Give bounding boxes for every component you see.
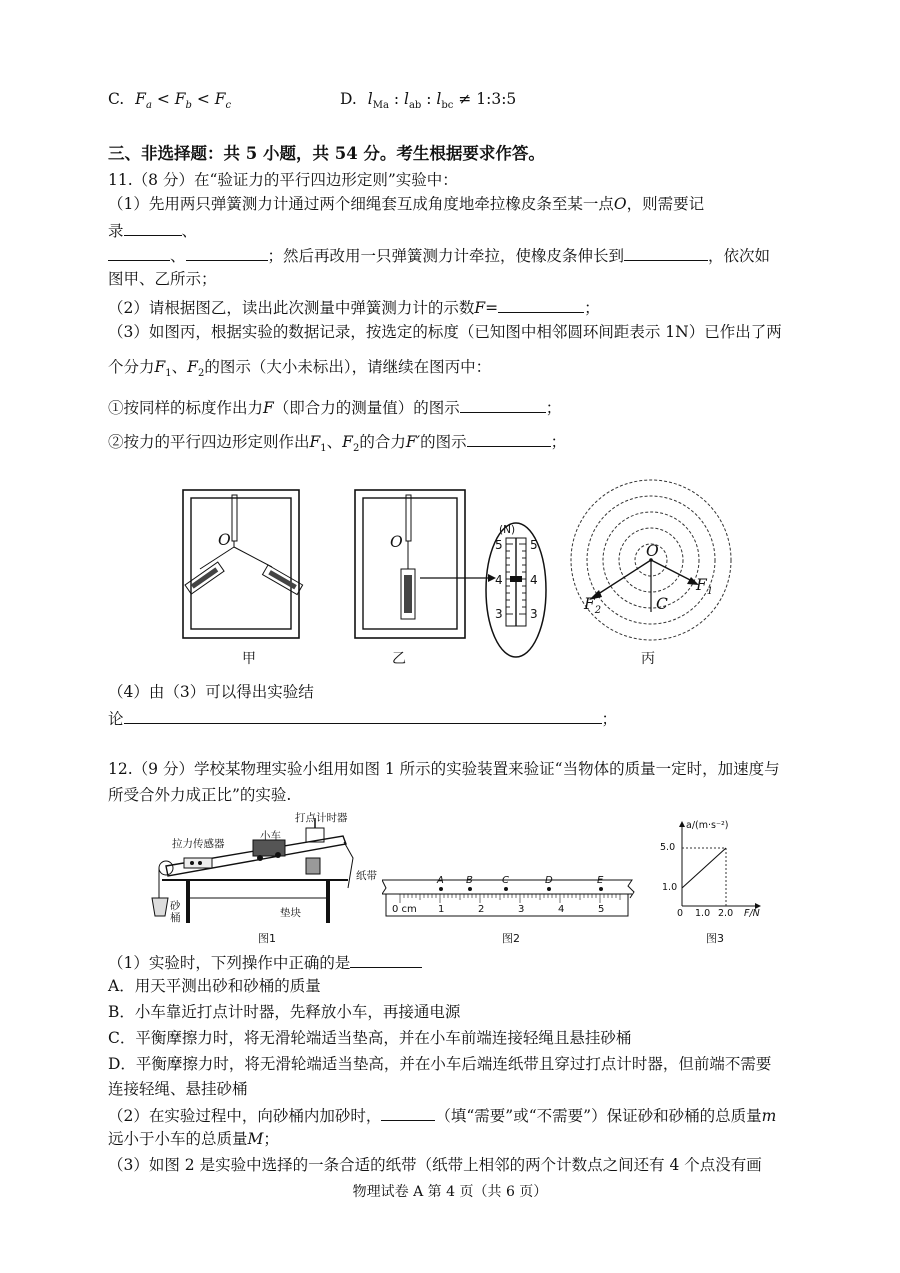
tape-point-d: D <box>545 875 553 886</box>
figure-bing-f1-label: $F_1$ <box>696 576 714 598</box>
scale-tick-left: 3 <box>495 607 503 621</box>
graph-x-tick: 2.0 <box>718 908 734 919</box>
figure-yi-caption: 乙 <box>392 651 406 667</box>
answer-blank[interactable] <box>498 296 584 313</box>
q12-part1: （1）实验时，下列操作中正确的是 <box>108 951 422 973</box>
answer-blank[interactable] <box>124 707 602 724</box>
figure-jia-board <box>180 487 305 642</box>
label-tape: 纸带 <box>356 870 377 882</box>
q12-part2-line2: 远小于小车的总质量M； <box>108 1130 279 1148</box>
tape-point-e: E <box>597 875 604 886</box>
figure-3-caption: 图3 <box>706 932 724 945</box>
q11-part1-line3: 、 ；然后再改用一只弹簧测力计牵拉，使橡皮条伸长到 ，依次如 <box>108 244 770 266</box>
tape-point-a: A <box>437 875 444 886</box>
label-block: 垫块 <box>280 907 301 919</box>
label-cart: 小车 <box>260 830 281 842</box>
q12-option-b: B．小车靠近打点计时器，先释放小车，再接通电源 <box>108 1003 461 1021</box>
option-d-expression: $l_{Ma}$ : $l_{ab}$ : $l_{bc}$ ≠ 1:3:5 <box>367 90 517 112</box>
q11-part1-line4: 图甲、乙所示； <box>108 270 217 288</box>
figure-2-caption: 图2 <box>502 932 520 945</box>
graph-x-tick: 0 <box>677 908 684 919</box>
q12-option-a: A．用天平测出砂和砂桶的质量 <box>108 977 321 995</box>
q12-option-d-line2: 连接轻绳、悬挂砂桶 <box>108 1080 248 1098</box>
scale-tick-left: 4 <box>495 573 503 587</box>
graph-y-label: a/(m·s⁻²) <box>686 820 729 831</box>
q11-part2: （2）请根据图乙，读出此次测量中弹簧测力计的示数F= ； <box>108 296 600 318</box>
graph-y-tick: 1.0 <box>662 882 678 893</box>
page-footer: 物理试卷 A 第 4 页（共 6 页） <box>352 1184 548 1200</box>
option-c: C. $F_a < F_b < F_c$ <box>108 90 232 112</box>
figure-jia-point-o: O <box>218 531 231 549</box>
figure-yi-point-o: O <box>390 533 403 551</box>
figure-bing-caption: 丙 <box>641 651 655 667</box>
figure-bing-c-label: C <box>656 595 668 613</box>
graph-x-label: F/N <box>744 908 760 919</box>
answer-blank[interactable] <box>381 1104 435 1121</box>
ruler-tick: 5 <box>598 904 605 915</box>
figure-bing-circles <box>565 478 740 648</box>
label-timer: 打点计时器 <box>295 812 348 824</box>
ruler-tick: 1 <box>438 904 445 915</box>
label-bucket: 砂桶 <box>170 900 181 924</box>
q12-option-c: C．平衡摩擦力时，将无滑轮端适当垫高，并在小车前端连接轻绳且悬挂砂桶 <box>108 1029 632 1047</box>
scale-tick-right: 4 <box>530 573 538 587</box>
q11-title: 11.（8 分）在“验证力的平行四边形定则”实验中： <box>108 171 458 189</box>
answer-blank[interactable] <box>624 244 708 261</box>
label-sensor: 拉力传感器 <box>172 838 225 850</box>
answer-blank[interactable] <box>186 244 268 261</box>
q12-part3: （3）如图 2 是实验中选择的一条合适的纸带（纸带上相邻的两个计数点之间还有 4 个点没有画 <box>108 1156 762 1174</box>
section-header: 三、非选择题：共 5 小题，共 54 分。考生根据要求作答。 <box>108 144 545 163</box>
q11-part4-line2: 论 ； <box>108 707 617 729</box>
figure-bing-f2-label: $F_2$ <box>584 595 602 617</box>
graph-y-tick: 5.0 <box>660 842 676 853</box>
answer-blank[interactable] <box>124 219 182 236</box>
ruler-tick: 4 <box>558 904 565 915</box>
answer-blank[interactable] <box>460 396 546 413</box>
tape-point-c: C <box>502 875 509 886</box>
q11-part3-line2: 个分力$F_1$、$F_2$的图示（大小未标出），请继续在图丙中： <box>108 358 492 380</box>
q12-part2-line1: （2）在实验过程中，向砂桶内加砂时， （填“需要”或“不需要”）保证砂和砂桶的总质量m <box>108 1104 776 1126</box>
option-d: D. $l_{Ma}$ : $l_{ab}$ : $l_{bc}$ ≠ 1:3:5 <box>340 90 517 112</box>
q12-title-line2: 所受合外力成正比”的实验. <box>108 786 292 804</box>
ruler-tick: 2 <box>478 904 485 915</box>
graph-x-tick: 1.0 <box>695 908 711 919</box>
tape-point-b: B <box>466 875 473 886</box>
option-c-expression: $F_a < F_b < F_c$ <box>135 90 232 112</box>
answer-blank[interactable] <box>467 430 551 447</box>
scale-tick-right: 5 <box>530 538 538 552</box>
q11-part3-item2: ②按力的平行四边形定则作出$F_1$、$F_2$的合力F′的图示 ； <box>108 430 566 459</box>
q11-part3-line1: （3）如图丙，根据实验的数据记录，按选定的标度（已知图中相邻圆环间距表示 1N）已作出了两 <box>108 323 782 341</box>
q12-option-d-line1: D．平衡摩擦力时，将无滑轮端适当垫高，并在小车后端连纸带且穿过打点计时器，但前端不需要 <box>108 1055 772 1073</box>
q11-part4-line1: （4）由（3）可以得出实验结 <box>108 683 314 701</box>
scale-tick-right: 3 <box>530 607 538 621</box>
figure-jia-caption: 甲 <box>242 651 256 667</box>
q11-part3-item1: ①按同样的标度作出力F（即合力的测量值）的图示 ； <box>108 396 561 418</box>
scale-unit-label: (N) <box>499 524 516 536</box>
ruler-tick: 3 <box>518 904 525 915</box>
q11-part1-line1: （1）先用两只弹簧测力计通过两个细绳套互成角度地牵拉橡皮条至某一点O，则需要记 <box>108 195 705 213</box>
q12-title-line1: 12.（9 分）学校某物理实验小组用如图 1 所示的实验装置来验证“当物体的质量一定时，加速度与 <box>108 760 780 778</box>
q11-part1-line2: 录 、 <box>108 219 197 241</box>
figure-3-graph <box>672 820 762 910</box>
scale-tick-left: 5 <box>495 538 503 552</box>
ruler-unit: 0 cm <box>392 904 417 915</box>
figure-1-caption: 图1 <box>258 932 276 945</box>
answer-blank[interactable] <box>350 951 422 968</box>
figure-bing-point-o: O <box>646 542 659 560</box>
answer-blank[interactable] <box>108 244 170 261</box>
